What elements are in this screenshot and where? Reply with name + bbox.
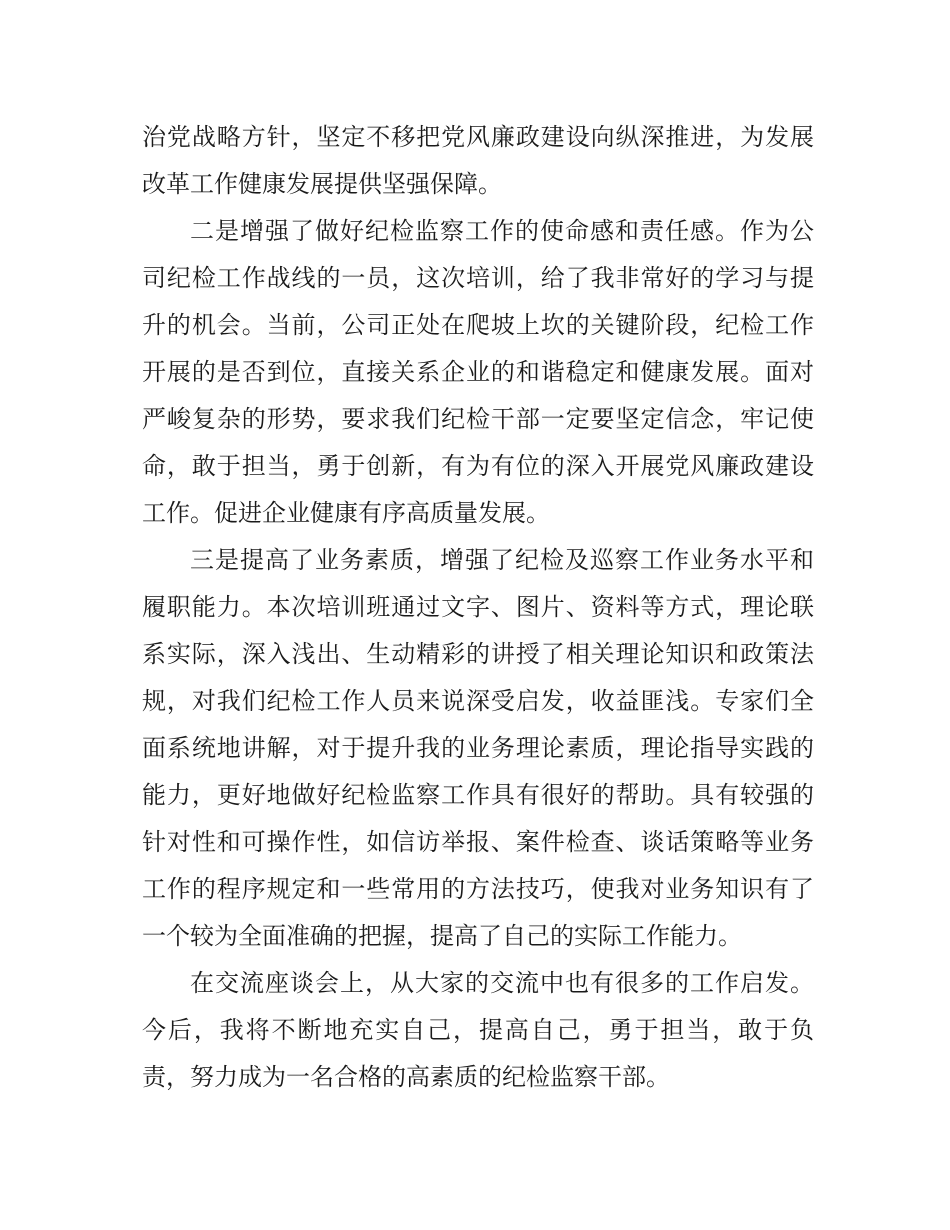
text-line: 责，努力成为一名合格的高素质的纪检监察干部。: [142, 1063, 670, 1091]
text-line: 治党战略方针，坚定不移把党风廉政建设向纵深推进，为发展: [142, 123, 814, 151]
text-line: 升的机会。当前，公司正处在爬坡上坎的关键阶段，纪检工作: [142, 311, 814, 339]
paragraph: [142, 960, 814, 1101]
text-line: 工作。促进企业健康有序高质量发展。: [142, 499, 550, 527]
paragraph: [142, 537, 814, 960]
text-line: 履职能力。本次培训班通过文字、图片、资料等方式，理论联: [142, 593, 814, 621]
text-line: 规，对我们纪检工作人员来说深受启发，收益匪浅。专家们全: [142, 687, 814, 715]
paragraph: [142, 208, 814, 537]
text-line: 系实际，深入浅出、生动精彩的讲授了相关理论知识和政策法: [142, 640, 814, 668]
text-line: 命，敢于担当，勇于创新，有为有位的深入开展党风廉政建设: [142, 452, 814, 480]
text-line: 改革工作健康发展提供坚强保障。: [142, 170, 502, 198]
text-line: 工作的程序规定和一些常用的方法技巧，使我对业务知识有了: [142, 875, 814, 903]
text-line: 针对性和可操作性，如信访举报、案件检查、谈话策略等业务: [142, 828, 814, 856]
text-line: 司纪检工作战线的一员，这次培训，给了我非常好的学习与提: [142, 264, 814, 292]
text-line: 在交流座谈会上，从大家的交流中也有很多的工作启发。: [190, 969, 814, 997]
document-body: [142, 114, 814, 1101]
text-line: 一个较为全面准确的把握，提高了自己的实际工作能力。: [142, 922, 742, 950]
text-line: 能力，更好地做好纪检监察工作具有很好的帮助。具有较强的: [142, 781, 814, 809]
text-line: 今后，我将不断地充实自己，提高自己，勇于担当，敢于负: [142, 1016, 814, 1044]
text-line: 二是增强了做好纪检监察工作的使命感和责任感。作为公: [190, 217, 814, 245]
paragraph: [142, 114, 814, 208]
text-line: 开展的是否到位，直接关系企业的和谐稳定和健康发展。面对: [142, 358, 814, 386]
text-line: 面系统地讲解，对于提升我的业务理论素质，理论指导实践的: [142, 734, 814, 762]
text-line: 三是提高了业务素质，增强了纪检及巡察工作业务水平和: [190, 546, 814, 574]
text-line: 严峻复杂的形势，要求我们纪检干部一定要坚定信念，牢记使: [142, 405, 814, 433]
